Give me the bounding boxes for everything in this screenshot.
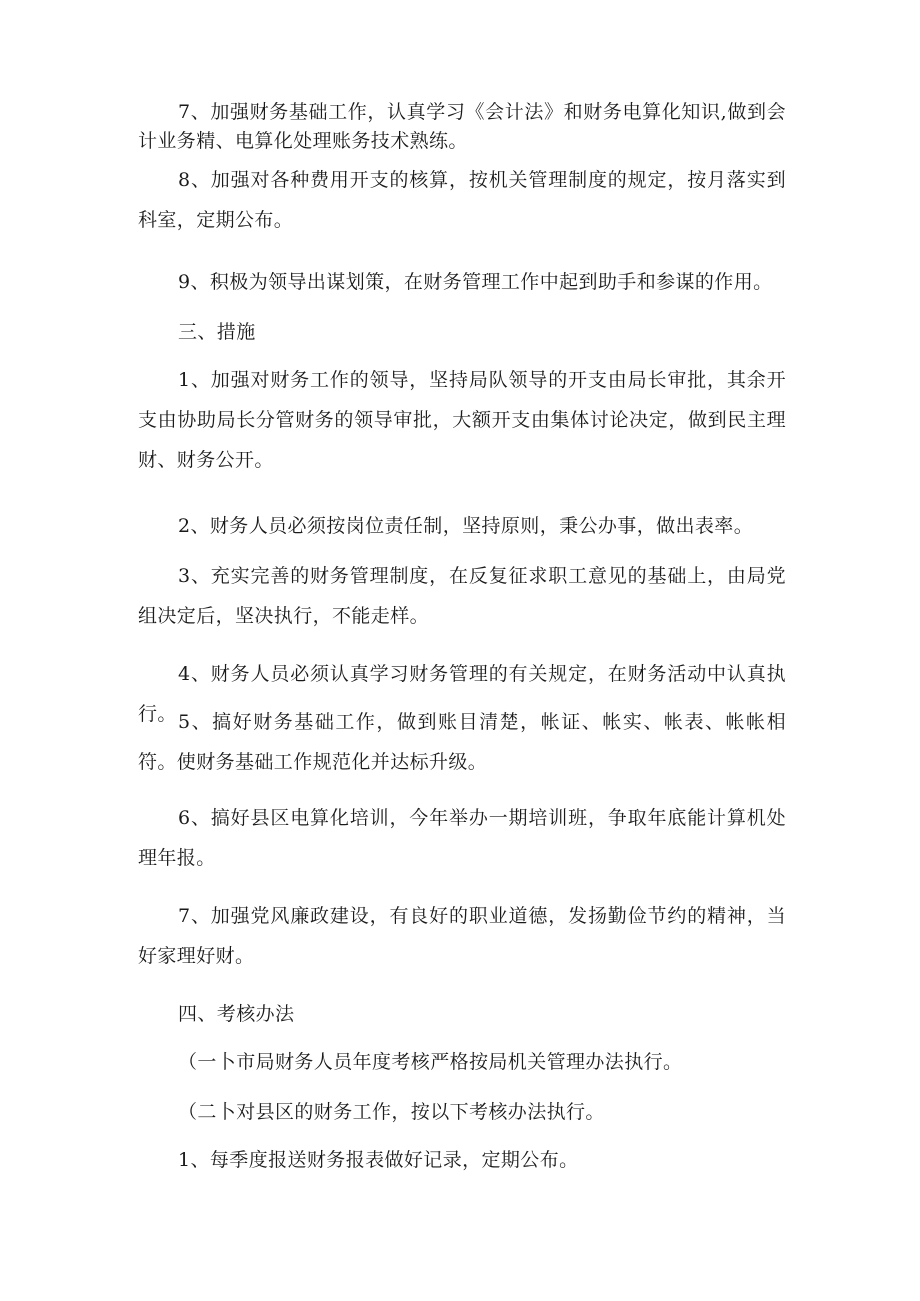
paragraph-item-8-expense-accounting: 8、加强对各种费用开支的核算，按机关管理制度的规定，按月落实到科室，定期公布。 — [138, 169, 786, 231]
section-heading-assessment: 四、考核办法 — [178, 1003, 295, 1025]
paragraph-measure-1: 1、加强对财务工作的领导，坚持局队领导的开支由局长审批，其余开支由协助局长分管财务的领导审批，大额开支由集体讨论决定，做到民主理财、财务公开。 — [138, 369, 786, 471]
paragraph-item-9-advise-leaders: 9、积极为领导出谋划策，在财务管理工作中起到助手和参谋的作用。 — [178, 271, 773, 293]
paragraph-measure-5: 5、搞好财务基础工作，做到账目清楚，帐证、帐实、帐表、帐帐相符。使财务基础工作规范化并达标升级。 — [138, 711, 786, 773]
paragraph-measure-7: 7、加强党风廉政建设，有良好的职业道德，发扬勤俭节约的精神，当好家理好财。 — [138, 905, 786, 967]
paragraph-item-7-basic-work: 7、加强财务基础工作，认真学习《会计法》和财务电算化知识,做到会计业务精、电算化处理账务技术熟练。 — [138, 101, 786, 152]
paragraph-measure-4: 4、财务人员必须认真学习财务管理的有关规定，在财务活动中认真执行。 — [138, 663, 786, 725]
section-heading-measures: 三、措施 — [178, 321, 256, 343]
paragraph-measure-6: 6、搞好县区电算化培训，今年举办一期培训班，争取年底能计算机处理年报。 — [138, 807, 786, 869]
paragraph-assessment-2: （二卜对县区的财务工作，按以下考核办法执行。 — [178, 1101, 605, 1123]
paragraph-measure-3: 3、充实完善的财务管理制度，在反复征求职工意见的基础上，由局党组决定后，坚决执行，不能走样。 — [138, 565, 786, 627]
paragraph-assessment-item-1: 1、每季度报送财务报表做好记录，定期公布。 — [178, 1149, 579, 1171]
paragraph-assessment-1: （一卜市局财务人员年度考核严格按局机关管理办法执行。 — [178, 1051, 683, 1073]
paragraph-measure-2: 2、财务人员必须按岗位责任制，坚持原则，秉公办事，做出表率。 — [178, 515, 754, 537]
